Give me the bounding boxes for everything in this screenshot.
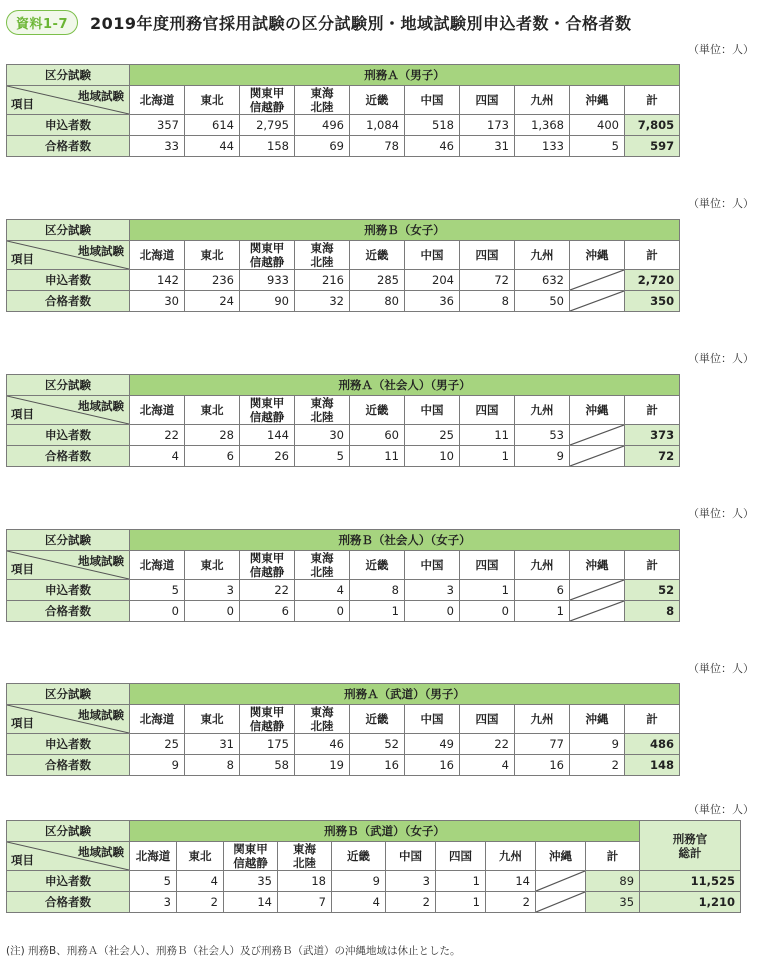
region-header: 関東甲 信越静 — [224, 842, 278, 871]
slash-mark — [570, 580, 624, 600]
table-row — [7, 892, 741, 913]
data-cell: 614 — [185, 115, 240, 136]
grand-total-label: 刑務官 総計 — [640, 821, 741, 871]
diagonal-header-cell — [7, 551, 130, 580]
data-cell: 77 — [515, 734, 570, 755]
title-row — [7, 530, 680, 551]
title-row — [7, 684, 680, 705]
data-cell: 50 — [515, 291, 570, 312]
total-cell: 350 — [625, 291, 680, 312]
total-cell: 486 — [625, 734, 680, 755]
kubun-label: 区分試験 — [7, 220, 130, 241]
data-cell: 28 — [185, 425, 240, 446]
suspended-cell — [536, 892, 586, 913]
data-cell: 25 — [130, 734, 185, 755]
region-label: 地域試験 — [78, 554, 124, 568]
data-cell: 53 — [515, 425, 570, 446]
kubun-label: 区分試験 — [7, 530, 130, 551]
data-cell: 496 — [295, 115, 350, 136]
data-cell: 10 — [405, 446, 460, 467]
data-cell: 26 — [240, 446, 295, 467]
table-row — [7, 601, 680, 622]
data-cell: 5 — [570, 136, 625, 157]
row-label: 申込者数 — [7, 734, 130, 755]
unit-label: （単位：人） — [688, 197, 754, 210]
data-cell: 9 — [515, 446, 570, 467]
data-cell: 236 — [185, 270, 240, 291]
unit-label: （単位：人） — [688, 803, 754, 816]
exam-category-title: 刑務Ｂ（武道）（女子） — [130, 821, 640, 842]
data-cell: 158 — [240, 136, 295, 157]
data-cell: 31 — [185, 734, 240, 755]
suspended-cell — [536, 871, 586, 892]
data-cell: 14 — [486, 871, 536, 892]
table-row — [7, 755, 680, 776]
region-header: 計 — [625, 86, 680, 115]
total-cell: 148 — [625, 755, 680, 776]
data-table-4 — [6, 529, 680, 622]
region-header: 沖縄 — [570, 86, 625, 115]
suspended-cell — [570, 270, 625, 291]
grand-total-cell: 1,210 — [640, 892, 741, 913]
diagonal-header-cell — [7, 241, 130, 270]
table-row — [7, 580, 680, 601]
region-header: 中国 — [405, 551, 460, 580]
data-cell: 33 — [130, 136, 185, 157]
region-header: 関東甲 信越静 — [240, 551, 295, 580]
region-label: 地域試験 — [78, 708, 124, 722]
data-cell: 1 — [515, 601, 570, 622]
region-header: 東海 北陸 — [295, 241, 350, 270]
region-header: 中国 — [386, 842, 436, 871]
data-cell: 46 — [295, 734, 350, 755]
data-cell: 3 — [386, 871, 436, 892]
data-cell: 35 — [224, 871, 278, 892]
data-cell: 518 — [405, 115, 460, 136]
data-cell: 0 — [405, 601, 460, 622]
table-row — [7, 115, 680, 136]
item-label: 項目 — [11, 252, 34, 266]
row-label: 申込者数 — [7, 115, 130, 136]
region-header: 東海 北陸 — [278, 842, 332, 871]
data-cell: 400 — [570, 115, 625, 136]
data-cell: 175 — [240, 734, 295, 755]
data-cell: 1 — [460, 580, 515, 601]
data-cell: 1 — [436, 871, 486, 892]
title-row — [7, 821, 741, 842]
total-cell: 35 — [586, 892, 640, 913]
region-header: 計 — [625, 396, 680, 425]
kubun-label: 区分試験 — [7, 65, 130, 86]
data-cell: 933 — [240, 270, 295, 291]
data-cell: 1,084 — [350, 115, 405, 136]
data-cell: 2 — [486, 892, 536, 913]
region-header: 関東甲 信越静 — [240, 705, 295, 734]
region-header: 関東甲 信越静 — [240, 241, 295, 270]
table-row — [7, 425, 680, 446]
row-label: 合格者数 — [7, 892, 130, 913]
suspended-cell — [570, 580, 625, 601]
region-header: 北海道 — [130, 551, 185, 580]
unit-label: （単位：人） — [688, 662, 754, 675]
table-row — [7, 291, 680, 312]
data-cell: 173 — [460, 115, 515, 136]
region-label: 地域試験 — [78, 399, 124, 413]
data-cell: 69 — [295, 136, 350, 157]
data-cell: 2 — [570, 755, 625, 776]
data-cell: 216 — [295, 270, 350, 291]
region-header: 北海道 — [130, 705, 185, 734]
table-row — [7, 270, 680, 291]
data-table-5 — [6, 683, 680, 776]
region-header: 北海道 — [130, 241, 185, 270]
data-cell: 0 — [130, 601, 185, 622]
data-cell: 11 — [460, 425, 515, 446]
data-cell: 2 — [386, 892, 436, 913]
diagonal-header-cell — [7, 842, 130, 871]
data-cell: 14 — [224, 892, 278, 913]
data-cell: 22 — [130, 425, 185, 446]
data-cell: 1 — [350, 601, 405, 622]
data-cell: 60 — [350, 425, 405, 446]
data-cell: 3 — [130, 892, 177, 913]
item-label: 項目 — [11, 853, 34, 867]
exam-category-title: 刑務Ｂ（社会人）（女子） — [130, 530, 680, 551]
data-cell: 8 — [185, 755, 240, 776]
region-header: 九州 — [515, 705, 570, 734]
data-cell: 6 — [185, 446, 240, 467]
data-table-2 — [6, 219, 680, 312]
data-cell: 7 — [278, 892, 332, 913]
data-cell: 19 — [295, 755, 350, 776]
slash-mark — [570, 425, 624, 445]
region-header: 計 — [586, 842, 640, 871]
region-header: 近畿 — [350, 86, 405, 115]
data-cell: 5 — [295, 446, 350, 467]
region-header: 四国 — [460, 86, 515, 115]
item-label: 項目 — [11, 716, 34, 730]
data-cell: 357 — [130, 115, 185, 136]
region-label: 地域試験 — [78, 89, 124, 103]
data-cell: 30 — [130, 291, 185, 312]
region-header: 近畿 — [332, 842, 386, 871]
figure-badge: 資料1-7 — [6, 10, 78, 35]
item-label: 項目 — [11, 97, 34, 111]
data-cell: 31 — [460, 136, 515, 157]
region-header: 東海 北陸 — [295, 705, 350, 734]
region-header: 四国 — [460, 705, 515, 734]
row-label: 申込者数 — [7, 270, 130, 291]
slash-mark — [536, 892, 585, 912]
region-header: 関東甲 信越静 — [240, 86, 295, 115]
data-cell: 1 — [460, 446, 515, 467]
region-header: 東北 — [177, 842, 224, 871]
region-header: 関東甲 信越静 — [240, 396, 295, 425]
grand-total-cell: 11,525 — [640, 871, 741, 892]
kubun-label: 区分試験 — [7, 375, 130, 396]
region-header: 東北 — [185, 705, 240, 734]
data-cell: 46 — [405, 136, 460, 157]
total-cell: 7,805 — [625, 115, 680, 136]
data-cell: 3 — [405, 580, 460, 601]
slash-mark — [570, 291, 624, 311]
data-cell: 58 — [240, 755, 295, 776]
data-cell: 0 — [295, 601, 350, 622]
data-cell: 16 — [350, 755, 405, 776]
row-label: 合格者数 — [7, 446, 130, 467]
region-header: 北海道 — [130, 396, 185, 425]
region-header: 沖縄 — [570, 705, 625, 734]
data-cell: 0 — [185, 601, 240, 622]
data-cell: 24 — [185, 291, 240, 312]
data-cell: 9 — [570, 734, 625, 755]
column-header-row — [7, 241, 680, 270]
row-label: 合格者数 — [7, 136, 130, 157]
region-header: 四国 — [460, 241, 515, 270]
data-cell: 5 — [130, 871, 177, 892]
region-header: 中国 — [405, 241, 460, 270]
row-label: 申込者数 — [7, 871, 130, 892]
row-label: 合格者数 — [7, 755, 130, 776]
data-cell: 78 — [350, 136, 405, 157]
exam-category-title: 刑務Ａ（社会人）（男子） — [130, 375, 680, 396]
region-header: 近畿 — [350, 705, 405, 734]
column-header-row — [7, 86, 680, 115]
region-header: 東北 — [185, 551, 240, 580]
region-header: 四国 — [460, 396, 515, 425]
total-cell: 52 — [625, 580, 680, 601]
region-header: 沖縄 — [570, 551, 625, 580]
data-cell: 142 — [130, 270, 185, 291]
data-cell: 8 — [350, 580, 405, 601]
region-header: 計 — [625, 705, 680, 734]
data-cell: 9 — [332, 871, 386, 892]
diagonal-header-cell — [7, 396, 130, 425]
total-cell: 2,720 — [625, 270, 680, 291]
region-header: 九州 — [515, 241, 570, 270]
data-cell: 49 — [405, 734, 460, 755]
data-cell: 133 — [515, 136, 570, 157]
item-label: 項目 — [11, 407, 34, 421]
data-cell: 0 — [460, 601, 515, 622]
exam-category-title: 刑務Ａ（男子） — [130, 65, 680, 86]
data-cell: 80 — [350, 291, 405, 312]
data-cell: 18 — [278, 871, 332, 892]
region-header: 北海道 — [130, 842, 177, 871]
data-cell: 22 — [240, 580, 295, 601]
data-cell: 632 — [515, 270, 570, 291]
data-cell: 9 — [130, 755, 185, 776]
unit-label: （単位：人） — [688, 352, 754, 365]
data-cell: 4 — [295, 580, 350, 601]
data-cell: 16 — [515, 755, 570, 776]
data-cell: 3 — [185, 580, 240, 601]
data-cell: 2,795 — [240, 115, 295, 136]
data-cell: 144 — [240, 425, 295, 446]
total-cell: 597 — [625, 136, 680, 157]
data-cell: 16 — [405, 755, 460, 776]
data-cell: 90 — [240, 291, 295, 312]
data-cell: 36 — [405, 291, 460, 312]
region-header: 近畿 — [350, 551, 405, 580]
data-cell: 1,368 — [515, 115, 570, 136]
table-row — [7, 136, 680, 157]
suspended-cell — [570, 446, 625, 467]
data-cell: 2 — [177, 892, 224, 913]
diagonal-header-cell — [7, 86, 130, 115]
footnote: (注) 刑務B、刑務Ａ（社会人）、刑務Ｂ（社会人）及び刑務Ｂ（武道）の沖縄地域は休止とした。 — [6, 945, 461, 957]
slash-mark — [570, 270, 624, 290]
suspended-cell — [570, 425, 625, 446]
exam-category-title: 刑務Ａ（武道）（男子） — [130, 684, 680, 705]
row-label: 申込者数 — [7, 425, 130, 446]
row-label: 合格者数 — [7, 601, 130, 622]
data-cell: 30 — [295, 425, 350, 446]
region-header: 東海 北陸 — [295, 551, 350, 580]
region-header: 近畿 — [350, 396, 405, 425]
table-row — [7, 446, 680, 467]
total-cell: 373 — [625, 425, 680, 446]
row-label: 申込者数 — [7, 580, 130, 601]
exam-category-title: 刑務Ｂ（女子） — [130, 220, 680, 241]
kubun-label: 区分試験 — [7, 821, 130, 842]
data-cell: 5 — [130, 580, 185, 601]
total-cell: 89 — [586, 871, 640, 892]
data-cell: 6 — [515, 580, 570, 601]
data-cell: 25 — [405, 425, 460, 446]
region-header: 計 — [625, 551, 680, 580]
region-header: 中国 — [405, 396, 460, 425]
region-header: 中国 — [405, 86, 460, 115]
data-cell: 285 — [350, 270, 405, 291]
column-header-row — [7, 396, 680, 425]
slash-mark — [570, 601, 624, 621]
region-label: 地域試験 — [78, 845, 124, 859]
data-cell: 6 — [240, 601, 295, 622]
total-cell: 72 — [625, 446, 680, 467]
region-header: 東北 — [185, 396, 240, 425]
suspended-cell — [570, 601, 625, 622]
data-table-3 — [6, 374, 680, 467]
region-header: 近畿 — [350, 241, 405, 270]
data-cell: 32 — [295, 291, 350, 312]
region-header: 東海 北陸 — [295, 396, 350, 425]
region-header: 九州 — [515, 86, 570, 115]
region-header: 東北 — [185, 86, 240, 115]
region-header: 九州 — [515, 396, 570, 425]
data-table-6 — [6, 820, 741, 913]
data-cell: 72 — [460, 270, 515, 291]
data-cell: 204 — [405, 270, 460, 291]
region-header: 四国 — [460, 551, 515, 580]
data-cell: 44 — [185, 136, 240, 157]
data-cell: 52 — [350, 734, 405, 755]
region-header: 九州 — [486, 842, 536, 871]
data-cell: 8 — [460, 291, 515, 312]
data-cell: 1 — [436, 892, 486, 913]
kubun-label: 区分試験 — [7, 684, 130, 705]
title-row — [7, 220, 680, 241]
title-row — [7, 375, 680, 396]
region-label: 地域試験 — [78, 244, 124, 258]
region-header: 東北 — [185, 241, 240, 270]
column-header-row — [7, 705, 680, 734]
data-table-1 — [6, 64, 680, 157]
region-header: 計 — [625, 241, 680, 270]
title-row — [7, 65, 680, 86]
page-title: 2019年度刑務官採用試験の区分試験別・地域試験別申込者数・合格者数 — [90, 13, 632, 33]
header — [6, 9, 632, 35]
data-cell: 4 — [460, 755, 515, 776]
region-header: 沖縄 — [536, 842, 586, 871]
region-header: 中国 — [405, 705, 460, 734]
data-cell: 22 — [460, 734, 515, 755]
table-row — [7, 871, 741, 892]
column-header-row — [7, 842, 741, 871]
region-header: 九州 — [515, 551, 570, 580]
region-header: 東海 北陸 — [295, 86, 350, 115]
data-cell: 4 — [177, 871, 224, 892]
data-cell: 4 — [332, 892, 386, 913]
unit-label: （単位：人） — [688, 507, 754, 520]
data-cell: 4 — [130, 446, 185, 467]
unit-label: （単位：人） — [688, 43, 754, 56]
column-header-row — [7, 551, 680, 580]
suspended-cell — [570, 291, 625, 312]
slash-mark — [536, 871, 585, 891]
item-label: 項目 — [11, 562, 34, 576]
slash-mark — [570, 446, 624, 466]
region-header: 沖縄 — [570, 396, 625, 425]
region-header: 四国 — [436, 842, 486, 871]
table-row — [7, 734, 680, 755]
region-header: 沖縄 — [570, 241, 625, 270]
data-cell: 11 — [350, 446, 405, 467]
diagonal-header-cell — [7, 705, 130, 734]
total-cell: 8 — [625, 601, 680, 622]
region-header: 北海道 — [130, 86, 185, 115]
row-label: 合格者数 — [7, 291, 130, 312]
